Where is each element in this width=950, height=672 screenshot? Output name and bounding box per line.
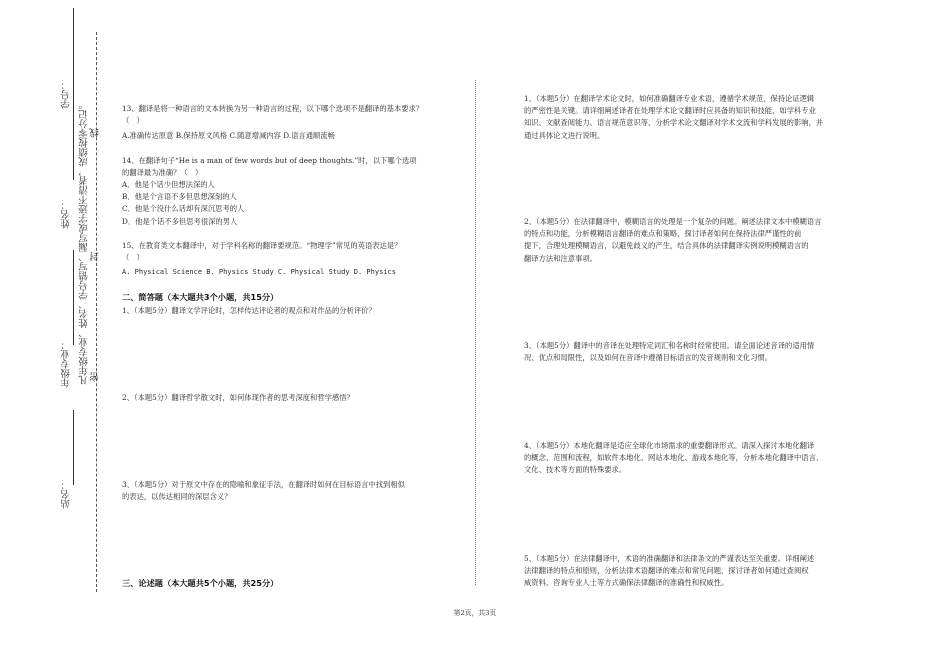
binding-rule-top [73, 8, 74, 180]
essay-4-line-2: 的概念、范围和流程，如软件本地化、网站本地化、游戏本地化等，分析本地化翻译中语言、 [524, 453, 824, 463]
short-answer-2-text: 2、（本题5分）翻译哲学散文时，如何体现作者的思考深度和哲学感悟？ [122, 393, 354, 402]
essay-4 [524, 440, 864, 477]
essay-3-line-1: 3、（本题5分）翻译中的音译在处理特定词汇和名称时经常使用。请全面论述音译的适用情 [524, 341, 815, 350]
page-footer: 第2页，共3页 [453, 609, 497, 617]
essay-5 [524, 553, 864, 590]
essay-3 [524, 340, 864, 364]
essay-1-line-4: 通过具体论文进行说明。 [524, 130, 605, 140]
grade-label: 年级专业： [61, 340, 72, 388]
school-label: 站名： [61, 480, 72, 509]
short-answer-1 [122, 305, 467, 317]
q14-stem-cont: 的翻译最为准确？（ ） [122, 167, 203, 177]
essay-1-line-3: 知识、文献查阅能力、语言规范意识等，分析学术论文翻译对学术交流和学科发展的影响，并 [524, 118, 824, 128]
essay-4-line-1: 4、（本题5分）本地化翻译是适应全球化市场需求的重要翻译形式。请深入探讨本地化翻译 [524, 441, 815, 450]
essay-5-line-1: 5、（本题5分）在法律翻译中，术语的准确翻译和法律条文的严谨表达至关重要。详细阐述 [524, 554, 815, 563]
q15-paren: （ ） [122, 253, 144, 263]
seal-char-feng: 封 [90, 252, 101, 262]
essay-2-line-1: 2、（本题5分）在法律翻译中，模糊语言的处理是一个复杂的问题。阐述法律文本中模糊语言 [524, 217, 822, 226]
q14-stem: 14、在翻译句子“He is a man of few words but of deep thoughts.”时，以下哪个选项 [122, 155, 417, 165]
short-answer-3 [122, 479, 467, 503]
name-label: 姓名： [61, 200, 72, 229]
q15-options: A. Physical Science B. Physics Study C. Physical Study D. Physics [122, 268, 396, 277]
section-3-title: 三、论述题（本大题共5个小题，共25分） [122, 578, 279, 588]
seal-line [96, 32, 97, 592]
essay-1-line-2: 的严密性是关键。请详细阐述译者在处理学术论文翻译时应具备的知识和技能，如学科专业 [524, 106, 816, 116]
short-answer-2 [122, 392, 467, 404]
essay-2 [524, 216, 864, 265]
q13-stem: 13、翻译是将一种语言的文本转换为另一种语言的过程，以下哪个选项不是翻译的基本要求？ [122, 104, 424, 113]
binding-rule-bottom [73, 410, 74, 485]
seal-char-xian: 线 [90, 128, 101, 138]
binding-strip [0, 0, 110, 672]
seal-char-mi: 密 [90, 372, 101, 382]
binding-warning: 凡年级专业、姓名、学号错写、漏写或字迹不清者，成绩按零分记。 [79, 100, 90, 385]
q14-option-c: C．他是个没什么话却有深沉思考的人 [122, 204, 245, 214]
student-id-label: 学号： [61, 80, 72, 109]
essay-2-line-4: 翻译方法和注意事项。 [524, 253, 597, 263]
essay-5-line-2: 法律翻译的特点和原则，分析法律术语翻译的难点和常见问题，探讨译者如何通过查阅权 [524, 566, 809, 576]
column-divider [475, 80, 476, 585]
choice-questions [122, 103, 467, 278]
essay-5-line-3: 威资料、咨询专业人士等方式确保法律翻译的准确性和权威性。 [524, 578, 729, 588]
q13-options: A.准确传达原意 B.保持原文风格 C.随意增减内容 D.语言通顺流畅 [122, 131, 335, 141]
q15-stem: 15、在教育类文本翻译中，对于学科名称的翻译要规范。“物理学”常见的英语表达是？ [122, 240, 402, 250]
essay-2-line-2: 的特点和功能，分析模糊语言翻译的难点和策略，探讨译者如何在保持法律严谨性的前 [524, 229, 802, 239]
q14-option-a: A．他是个话少但想法深的人 [122, 180, 215, 190]
short-answer-3-text-cont: 的表达，以传达相同的深层含义？ [122, 492, 232, 502]
essay-1-line-1: 1、（本题5分）在翻译学术论文时，如何准确翻译专业术语，遵循学术规范，保持论证逻辑 [524, 94, 815, 103]
q14-option-b: B．他是个言语不多但思想深刻的人 [122, 192, 237, 202]
short-answer-1-text: 1、（本题5分）翻译文学评论时，怎样传达评论者的观点和对作品的分析评价？ [122, 306, 376, 315]
short-answer-3-text: 3、（本题5分）对于原文中存在的隐喻和象征手法，在翻译时如何在目标语言中找到相似 [122, 480, 405, 489]
essay-4-line-3: 文化、技术等方面的特殊要求。 [524, 465, 627, 475]
essay-1 [524, 93, 864, 142]
q13-paren: （ ） [122, 116, 144, 126]
binding-rule-middle [73, 250, 74, 345]
q14-option-d: D．他是个话不多但思考很深的男人 [122, 216, 238, 226]
essay-3-line-2: 况、优点和局限性，以及如何在音译中遵循目标语言的发音规则和文化习惯。 [524, 353, 773, 363]
essay-2-line-3: 提下，合理处理模糊语言，以避免歧义的产生，结合具体的法律翻译实例说明模糊语言的 [524, 241, 809, 251]
section-2-title: 二、简答题（本大题共3个小题，共15分） [122, 292, 279, 302]
